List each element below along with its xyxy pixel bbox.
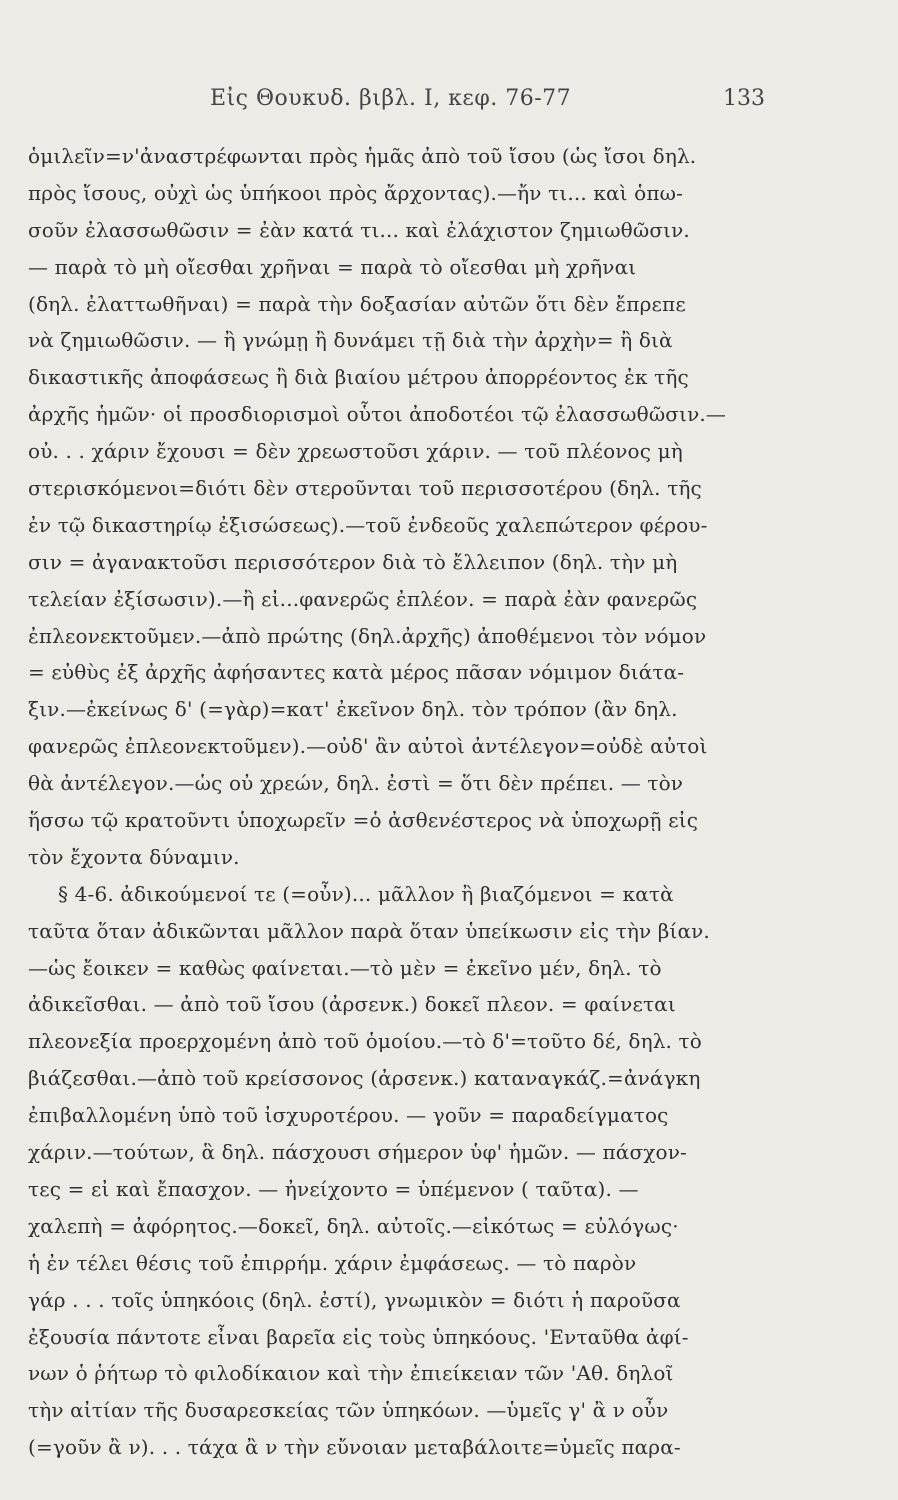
text-line: ἡ ἐν τέλει θέσις τοῦ ἐπιρρήμ. χάριν ἐμφάσεως. — τὸ παρὸν: [28, 1250, 637, 1275]
text-line: ἀδικεῖσθαι. — ἀπὸ τοῦ ἴσου (ἀρσενκ.) δοκεῖ πλεον. = φαίνεται: [28, 992, 676, 1017]
text-line: πλεονεξία προερχομένη ἀπὸ τοῦ ὁμοίου.—τὸ δ'=τοῦτο δέ, δηλ. τὸ: [28, 1029, 702, 1054]
text-line: τες = εἰ καὶ ἔπασχον. — ἠνείχοντο = ὑπέμενον ( ταῦτα). —: [28, 1176, 639, 1201]
text-line: τελείαν ἐξίσωσιν).—ἢ εἰ...φανερῶς ἐπλέον. = παρὰ ἐὰν φανερῶς: [28, 586, 698, 611]
text-line: —ὡς ἔοικεν = καθὼς φαίνεται.—τὸ μὲν = ἐκεῖνο μέν, δηλ. τὸ: [28, 955, 662, 980]
text-line: δικαστικῆς ἀποφάσεως ἢ διὰ βιαίου μέτρου ἀπορρέοντος ἐκ τῆς: [28, 365, 689, 390]
text-line: (δηλ. ἐλαττωθῆναι) = παρὰ τὴν δοξασίαν αὐτῶν ὅτι δὲν ἔπρεπε: [28, 291, 686, 316]
text-line: νων ὁ ῥήτωρ τὸ φιλοδίκαιον καὶ τὴν ἐπιείκειαν τῶν 'Αθ. δηλοῖ: [28, 1361, 674, 1386]
text-line: ὁμιλεῖν=ν'ἀναστρέφωνται πρὸς ἡμᾶς ἀπὸ τοῦ ἴσου (ὡς ἴσοι δηλ.: [28, 144, 697, 168]
text-line: πρὸς ἴσους, οὐχὶ ὡς ὑπήκοοι πρὸς ἄρχοντας).—ἤν τι... καὶ ὁπω-: [28, 180, 684, 205]
text-line: τὸν ἔχοντα δύναμιν.: [28, 844, 240, 869]
text-line: = εὐθὺς ἐξ ἀρχῆς ἀφήσαντες κατὰ μέρος πᾶσαν νόμιμον διάτα-: [28, 660, 685, 685]
running-head: [30, 80, 765, 116]
text-line: οὐ. . . χάριν ἔχουσι = δὲν χρεωστοῦσι χάριν. — τοῦ πλέονος μὴ: [28, 439, 683, 464]
text-line: χάριν.—τούτων, ἃ δηλ. πάσχουσι σήμερον ὑφ' ἡμῶν. — πάσχον-: [28, 1140, 687, 1165]
text-line: γάρ . . . τοῖς ὑπηκόοις (δηλ. ἐστί), γνωμικὸν = διότι ἡ παροῦσα: [28, 1287, 681, 1312]
text-line: (=γοῦν ἂ ν). . . τάχα ἂ ν τὴν εὔνοιαν μεταβάλοιτε=ὑμεῖς παρα-: [28, 1435, 681, 1460]
text-line: φανερῶς ἐπλεονεκτοῦμεν).—οὐδ' ἂν αὐτοὶ ἀντέλεγον=οὐδὲ αὐτοὶ: [28, 734, 708, 759]
text-line: ταῦτα ὅταν ἀδικῶνται μᾶλλον παρὰ ὅταν ὑπείκωσιν εἰς τὴν βίαν.: [28, 918, 710, 943]
text-line: στερισκόμενοι=διότι δὲν στεροῦνται τοῦ περισσοτέρου (δηλ. τῆς: [28, 476, 702, 501]
text-line: ἥσσω τῷ κρατοῦντι ὑποχωρεῖν =ὁ ἀσθενέστερος νὰ ὑποχωρῇ εἰς: [28, 808, 699, 833]
text-line: σοῦν ἐλασσωθῶσιν = ἐὰν κατά τι... καὶ ἐλάχιστον ζημιωθῶσιν.: [28, 217, 690, 242]
text-line: ἐν τῷ δικαστηρίῳ ἐξισώσεως).—τοῦ ἐνδεοῦς χαλεπώτερον φέρου-: [28, 512, 708, 537]
paragraph-start-line: § 4-6. ἀδικούμενοί τε (=οὖν)... μᾶλλον ἢ βιαζόμενοι = κατὰ: [58, 881, 674, 906]
text-line: ἐξουσία πάντοτε εἶναι βαρεῖα εἰς τοὺς ὑπηκόους. 'Ενταῦθα ἀφί-: [28, 1324, 689, 1349]
text-line: ξιν.—ἐκείνως δ' (=γὰρ)=κατ' ἐκεῖνον δηλ. τὸν τρόπον (ἂν δηλ.: [28, 697, 678, 722]
page-number: 133: [723, 86, 765, 111]
text-line: ἀρχῆς ἡμῶν· οἱ προσδιορισμοὶ οὗτοι ἀποδοτέοι τῷ ἐλασσωθῶσιν.—: [28, 402, 727, 427]
running-head-title: Εἰς Θουκυδ. βιβλ. Ι, κεφ. 76-77: [210, 86, 572, 111]
commentary-text: [28, 138, 768, 1466]
text-line: χαλεπὴ = ἀφόρητος.—δοκεῖ, δηλ. αὐτοῖς.—εἰκότως = εὐλόγως·: [28, 1213, 679, 1238]
text-line: — παρὰ τὸ μὴ οἴεσθαι χρῆναι = παρὰ τὸ οἴεσθαι μὴ χρῆναι: [28, 254, 637, 279]
text-line: θὰ ἀντέλεγον.—ὡς οὐ χρεών, δηλ. ἐστὶ = ὅτι δὲν πρέπει. — τὸν: [28, 771, 684, 796]
text-line: ἐπλεονεκτοῦμεν.—ἀπὸ πρώτης (δηλ.ἀρχῆς) ἀποθέμενοι τὸν νόμον: [28, 623, 707, 648]
text-line: ἐπιβαλλομένη ὑπὸ τοῦ ἰσχυροτέρου. — γοῦν = παραδείγματος: [28, 1103, 669, 1128]
text-line: νὰ ζημιωθῶσιν. — ἢ γνώμῃ ἢ δυνάμει τῇ διὰ τὴν ἀρχὴν= ἢ διὰ: [28, 328, 673, 353]
text-line: τὴν αἰτίαν τῆς δυσαρεσκείας τῶν ὑπηκόων. —ὑμεῖς γ' ἂ ν οὖν: [28, 1398, 669, 1423]
text-line: βιάζεσθαι.—ἀπὸ τοῦ κρείσσονος (ἀρσενκ.) καταναγκάζ.=ἀνάγκη: [28, 1066, 701, 1091]
text-line: σιν = ἀγανακτοῦσι περισσότερον διὰ τὸ ἔλλειπον (δηλ. τὴν μὴ: [28, 549, 678, 574]
